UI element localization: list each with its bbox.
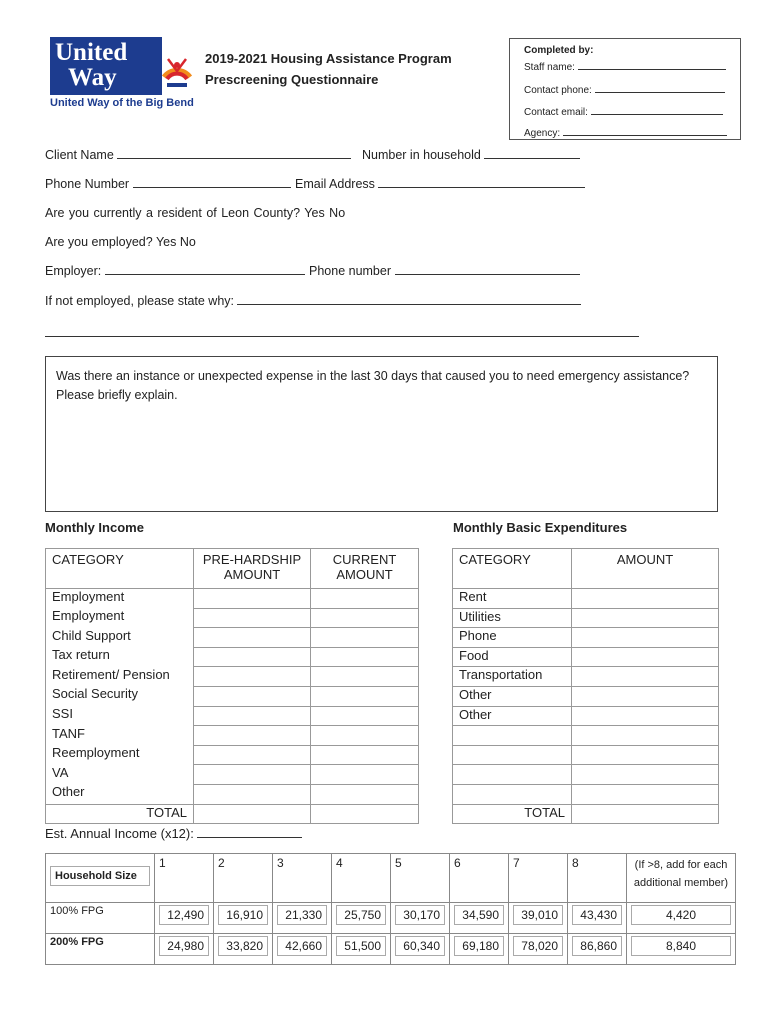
fpg-100-row-value: 25,750: [336, 905, 386, 925]
united-way-logo: [50, 37, 192, 111]
expenditure-row: [453, 745, 719, 765]
fpg-200-row-label: 200% FPG: [46, 934, 155, 965]
title-line-1: 2019-2021 Housing Assistance Program: [205, 51, 452, 66]
income-current-input[interactable]: [311, 589, 419, 609]
expenditure-total-label: TOTAL: [453, 804, 572, 824]
income-category-cell: Reemployment: [46, 745, 194, 765]
fpg-100-row-cell: [214, 903, 273, 934]
email-address-field[interactable]: [295, 177, 585, 191]
income-current-input[interactable]: [311, 745, 419, 765]
income-pre-hardship-input[interactable]: [194, 608, 311, 628]
income-total-label: TOTAL: [46, 804, 194, 824]
fpg-100-row-value: 43,430: [572, 905, 622, 925]
phone-number-field[interactable]: [45, 177, 291, 191]
fpg-200-row-value: 60,340: [395, 936, 445, 956]
income-category-cell: Other: [46, 784, 194, 804]
expenditure-row: [453, 765, 719, 785]
income-row: [46, 726, 419, 746]
fpg-extra-note-line-1: (If >8, add for each: [634, 859, 728, 871]
not-employed-field[interactable]: [45, 294, 581, 308]
not-employed-label: If not employed, please state why:: [45, 294, 234, 308]
income-row: [46, 647, 419, 667]
income-col-pre-line-1: PRE-HARDSHIP: [202, 552, 302, 567]
income-row: [46, 745, 419, 765]
income-category-cell: SSI: [46, 706, 194, 726]
client-name-field[interactable]: [45, 148, 351, 162]
fpg-100-row-value: 16,910: [218, 905, 268, 925]
fpg-size-3: 3: [273, 854, 332, 903]
fpg-200-row-value: 33,820: [218, 936, 268, 956]
resident-question[interactable]: Are you currently a resident of Leon County? Yes No: [45, 206, 346, 220]
annual-income-label: Est. Annual Income (x12):: [45, 826, 194, 841]
fpg-size-6: 6: [450, 854, 509, 903]
fpg-200-row-value: 69,180: [454, 936, 504, 956]
income-category-cell: Employment: [46, 589, 194, 609]
income-col-pre-line-2: AMOUNT: [223, 567, 281, 582]
expenditure-category-cell: Utilities: [453, 608, 572, 628]
income-col-cur-line-2: AMOUNT: [336, 567, 393, 582]
employer-phone-field[interactable]: [309, 264, 580, 278]
income-current-input[interactable]: [311, 686, 419, 706]
expenditure-amount-input[interactable]: [572, 667, 719, 687]
income-current-input[interactable]: [311, 647, 419, 667]
expenditure-category-cell: Phone: [453, 628, 572, 648]
staff-name-label: Staff name:: [524, 62, 575, 73]
income-category-cell: Child Support: [46, 628, 194, 648]
fpg-100-row-cell: [273, 903, 332, 934]
fpg-200-row-cell: [509, 934, 568, 965]
extra-answer-line[interactable]: [45, 336, 639, 337]
household-field[interactable]: [362, 148, 580, 162]
emergency-question-box[interactable]: [45, 356, 718, 512]
expenditure-total-row: [453, 804, 719, 824]
expenditure-category-cell: Other: [453, 706, 572, 726]
fpg-size-5: 5: [391, 854, 450, 903]
fpg-200-row-cell: [627, 934, 736, 965]
income-row: [46, 608, 419, 628]
income-row: [46, 589, 419, 609]
income-col-pre-hardship: [194, 549, 311, 589]
fpg-size-2: 2: [214, 854, 273, 903]
expenditure-category-cell[interactable]: [453, 726, 572, 746]
fpg-200-row-cell: [568, 934, 627, 965]
fpg-100-row-cell: [332, 903, 391, 934]
fpg-200-row-cell: [273, 934, 332, 965]
fpg-size-label: Household Size: [50, 866, 150, 886]
exp-col-amount: AMOUNT: [572, 549, 719, 589]
expenditure-amount-input[interactable]: [572, 628, 719, 648]
expenditure-amount-input[interactable]: [572, 784, 719, 804]
expenditure-row: [453, 628, 719, 648]
income-pre-hardship-input[interactable]: [194, 726, 311, 746]
expenditure-amount-input[interactable]: [572, 589, 719, 609]
emergency-question-line-2: Please briefly explain.: [56, 388, 178, 402]
completed-by-box: [509, 38, 741, 140]
fpg-100-row-cell: [155, 903, 214, 934]
title-line-2: Prescreening Questionnaire: [205, 72, 379, 87]
income-row: [46, 667, 419, 687]
employer-label: Employer:: [45, 264, 102, 278]
fpg-100-row: [46, 903, 736, 934]
fpg-size-8: 8: [568, 854, 627, 903]
income-pre-hardship-input[interactable]: [194, 745, 311, 765]
income-pre-hardship-input[interactable]: [194, 784, 311, 804]
expenditure-category-cell[interactable]: [453, 765, 572, 785]
expenditure-amount-input[interactable]: [572, 608, 719, 628]
expenditure-row: [453, 686, 719, 706]
fpg-100-row-value: 30,170: [395, 905, 445, 925]
income-total-row: [46, 804, 419, 824]
agency-field[interactable]: [524, 125, 727, 139]
income-pre-hardship-input[interactable]: [194, 647, 311, 667]
income-pre-hardship-input[interactable]: [194, 667, 311, 687]
fpg-200-row-cell: [332, 934, 391, 965]
expenditure-amount-input[interactable]: [572, 686, 719, 706]
fpg-100-row-value: 4,420: [631, 905, 731, 925]
logo-line-2: Way: [68, 64, 117, 91]
fpg-200-row-value: 24,980: [159, 936, 209, 956]
expenditure-row: [453, 589, 719, 609]
logo-wordmark: [50, 37, 162, 95]
income-current-input[interactable]: [311, 765, 419, 785]
income-total-pre-input[interactable]: [194, 804, 311, 824]
logo-line-1: United: [55, 39, 128, 66]
phone-number-label: Phone Number: [45, 177, 130, 191]
fpg-100-row-cell: [509, 903, 568, 934]
fpg-200-row-cell: [155, 934, 214, 965]
income-total-current-input[interactable]: [311, 804, 419, 824]
income-row: [46, 686, 419, 706]
expenditure-row: [453, 726, 719, 746]
fpg-100-row-value: 21,330: [277, 905, 327, 925]
agency-label: Agency:: [524, 128, 561, 139]
expenditures-header-row: [453, 549, 719, 589]
expenditure-category-cell: Rent: [453, 589, 572, 609]
page-title: [205, 48, 452, 90]
fpg-100-row-cell: [568, 903, 627, 934]
income-category-cell: Tax return: [46, 647, 194, 667]
expenditure-row: [453, 667, 719, 687]
employed-question[interactable]: Are you employed? Yes No: [45, 235, 196, 249]
income-pre-hardship-input[interactable]: [194, 686, 311, 706]
income-pre-hardship-input[interactable]: [194, 765, 311, 785]
fpg-extra-note: [627, 854, 736, 903]
expenditure-amount-input[interactable]: [572, 745, 719, 765]
fpg-header-row: [46, 854, 736, 903]
expenditure-category-cell: Transportation: [453, 667, 572, 687]
staff-name-field[interactable]: [524, 59, 726, 73]
fpg-200-row-cell: [391, 934, 450, 965]
annual-income-field[interactable]: [45, 826, 302, 841]
logo-hand-icon: [162, 37, 192, 95]
income-current-input[interactable]: [311, 726, 419, 746]
income-category-cell: Retirement/ Pension: [46, 667, 194, 687]
expenditure-row: [453, 647, 719, 667]
fpg-100-row-cell: [450, 903, 509, 934]
income-header-row: [46, 549, 419, 589]
household-label: Number in household: [362, 148, 481, 162]
fpg-size-1: 1: [155, 854, 214, 903]
income-pre-hardship-input[interactable]: [194, 706, 311, 726]
contact-email-label: Contact email:: [524, 107, 588, 118]
expenditure-row: [453, 784, 719, 804]
income-row: [46, 765, 419, 785]
fpg-200-row: [46, 934, 736, 965]
employer-phone-label: Phone number: [309, 264, 392, 278]
completed-by-heading: Completed by:: [524, 45, 594, 56]
income-col-cur-line-1: CURRENT: [332, 552, 397, 567]
income-current-input[interactable]: [311, 608, 419, 628]
fpg-200-row-value: 78,020: [513, 936, 563, 956]
income-col-current: [311, 549, 419, 589]
income-pre-hardship-input[interactable]: [194, 628, 311, 648]
fpg-200-row-cell: [450, 934, 509, 965]
fpg-100-row-value: 34,590: [454, 905, 504, 925]
employer-field[interactable]: [45, 264, 305, 278]
fpg-size-label-cell: [46, 854, 155, 903]
emergency-question-text: [56, 367, 689, 405]
expenditure-amount-input[interactable]: [572, 706, 719, 726]
monthly-expenditures-heading: Monthly Basic Expenditures: [453, 520, 628, 535]
fpg-100-row-cell: [391, 903, 450, 934]
fpg-100-row-label: 100% FPG: [46, 903, 155, 934]
emergency-question-line-1: Was there an instance or unexpected expense in the last 30 days that caused you to need emergency assistance?: [56, 369, 690, 383]
income-category-cell: TANF: [46, 726, 194, 746]
income-pre-hardship-input[interactable]: [194, 589, 311, 609]
expenditure-row: [453, 608, 719, 628]
expenditure-row: [453, 706, 719, 726]
monthly-expenditures-table: [452, 548, 719, 824]
income-current-input[interactable]: [311, 667, 419, 687]
income-row: [46, 706, 419, 726]
fpg-200-row-value: 51,500: [336, 936, 386, 956]
income-current-input[interactable]: [311, 628, 419, 648]
expenditure-amount-input[interactable]: [572, 765, 719, 785]
logo-subtitle: United Way of the Big Bend: [50, 97, 194, 109]
income-col-category: CATEGORY: [46, 549, 194, 589]
contact-email-field[interactable]: [524, 104, 723, 118]
fpg-100-row-value: 12,490: [159, 905, 209, 925]
monthly-income-table: [45, 548, 419, 824]
monthly-income-heading: Monthly Income: [45, 520, 144, 535]
fpg-200-row-value: 8,840: [631, 936, 731, 956]
fpg-100-row-cell: [627, 903, 736, 934]
fpg-size-7: 7: [509, 854, 568, 903]
fpg-table: [45, 853, 736, 965]
income-row: [46, 784, 419, 804]
income-row: [46, 628, 419, 648]
income-current-input[interactable]: [311, 706, 419, 726]
expenditure-total-input[interactable]: [572, 804, 719, 824]
contact-phone-field[interactable]: [524, 82, 725, 96]
email-address-label: Email Address: [295, 177, 375, 191]
income-category-cell: VA: [46, 765, 194, 785]
income-category-cell: Social Security: [46, 686, 194, 706]
income-category-cell: Employment: [46, 608, 194, 628]
expenditure-category-cell: Other: [453, 686, 572, 706]
exp-col-category: CATEGORY: [453, 549, 572, 589]
client-name-label: Client Name: [45, 148, 114, 162]
fpg-200-row-value: 42,660: [277, 936, 327, 956]
expenditure-amount-input[interactable]: [572, 726, 719, 746]
expenditure-category-cell[interactable]: [453, 745, 572, 765]
contact-phone-label: Contact phone:: [524, 85, 592, 96]
fpg-200-row-cell: [214, 934, 273, 965]
fpg-extra-note-line-2: additional member): [633, 877, 729, 889]
fpg-100-row-value: 39,010: [513, 905, 563, 925]
fpg-size-4: 4: [332, 854, 391, 903]
expenditure-category-cell[interactable]: [453, 784, 572, 804]
expenditure-amount-input[interactable]: [572, 647, 719, 667]
fpg-200-row-value: 86,860: [572, 936, 622, 956]
income-current-input[interactable]: [311, 784, 419, 804]
expenditure-category-cell: Food: [453, 647, 572, 667]
